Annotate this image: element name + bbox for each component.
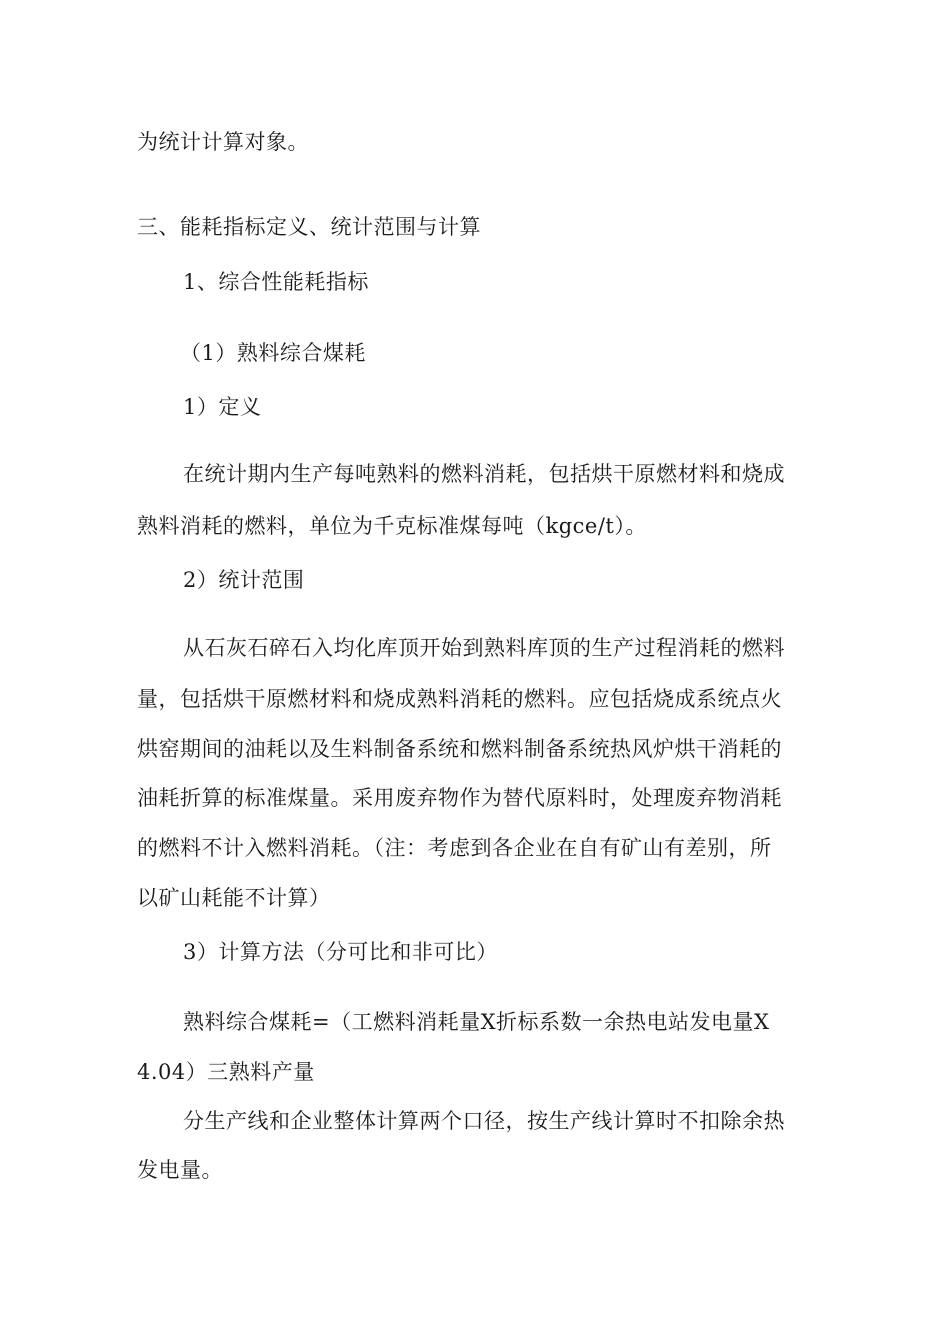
scope-text-line: 油耗折算的标准煤量。采用废弃物作为替代原料时，处理废弃物消耗 bbox=[137, 786, 782, 810]
note-text-line: 发电量。 bbox=[137, 1158, 223, 1182]
scope-text-line: 从石灰石碎石入均化库顶开始到熟料库顶的生产过程消耗的燃料 bbox=[183, 636, 785, 660]
subsection-heading: 1、综合性能耗指标 bbox=[183, 270, 369, 294]
section-heading: 三、能耗指标定义、统计范围与计算 bbox=[137, 215, 481, 239]
paragraph-continuation: 为统计计算对象。 bbox=[137, 130, 309, 154]
definition-heading: 1）定义 bbox=[183, 395, 262, 419]
method-heading: 3）计算方法（分可比和非可比） bbox=[183, 940, 498, 964]
formula-line: 熟料综合煤耗=（工燃料消耗量X折标系数一余热电站发电量X bbox=[183, 1010, 770, 1034]
definition-text-line: 在统计期内生产每吨熟料的燃料消耗，包括烘干原燃材料和烧成 bbox=[183, 462, 785, 486]
note-text-line: 分生产线和企业整体计算两个口径，按生产线计算时不扣除余热 bbox=[183, 1109, 785, 1133]
scope-heading: 2）统计范围 bbox=[183, 568, 305, 592]
formula-line: 4.04）三熟料产量 bbox=[137, 1060, 315, 1084]
scope-text-line: 量，包括烘干原燃材料和烧成熟料消耗的燃料。应包括烧成系统点火 bbox=[137, 687, 782, 711]
definition-text-line: 熟料消耗的燃料，单位为千克标准煤每吨（kgce/t）。 bbox=[137, 514, 647, 538]
scope-text-line: 以矿山耗能不计算） bbox=[137, 886, 331, 910]
scope-text-line: 的燃料不计入燃料消耗。（注：考虑到各企业在自有矿山有差别，所 bbox=[137, 836, 772, 860]
scope-text-line: 烘窑期间的油耗以及生料制备系统和燃料制备系统热风炉烘干消耗的 bbox=[137, 737, 782, 761]
subsubsection-heading: （1）熟料综合煤耗 bbox=[180, 341, 366, 365]
